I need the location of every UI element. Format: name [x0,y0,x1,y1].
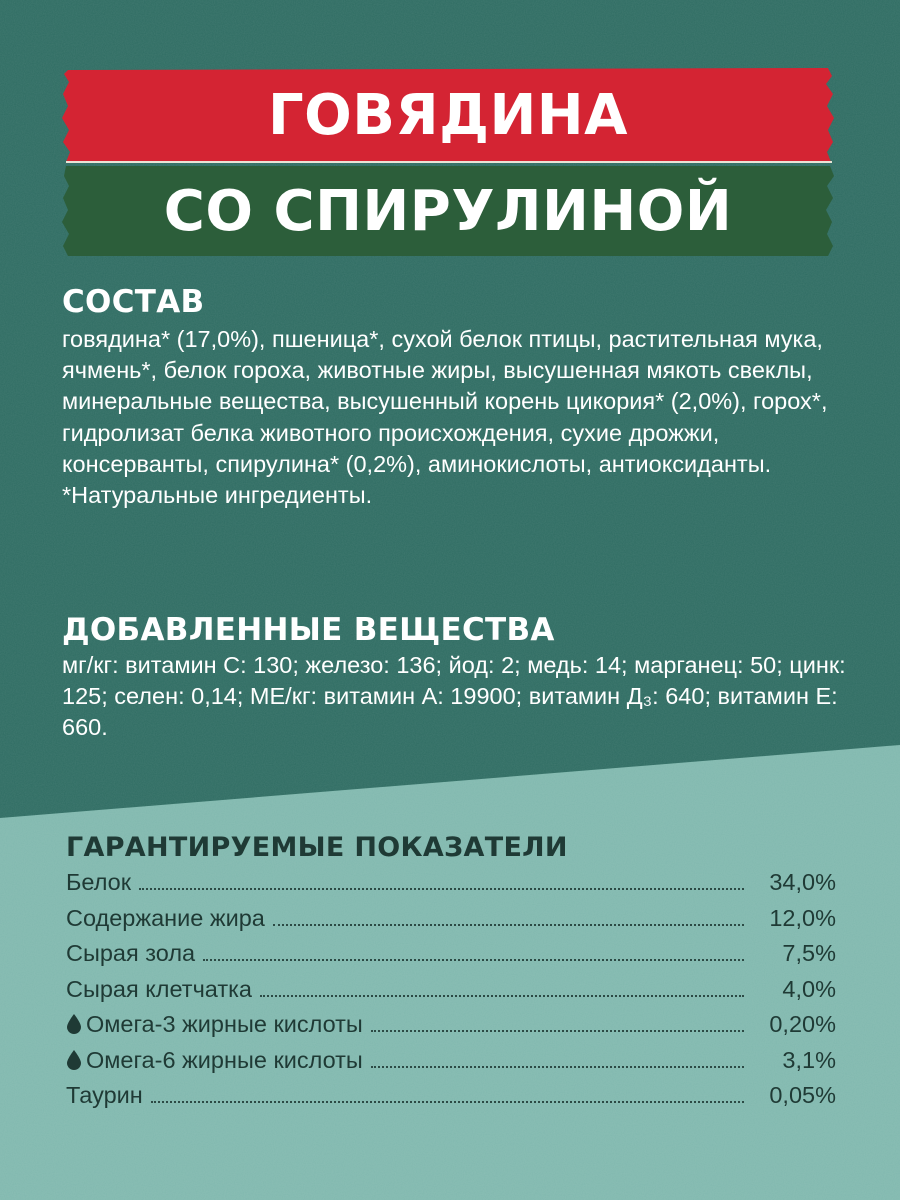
drop-icon [66,1014,82,1034]
dot-leader [151,1100,744,1103]
analysis-row-protein [66,869,836,905]
composition-section [62,284,862,511]
analysis-heading: ГАРАНТИРУЕМЫЕ ПОКАЗАТЕЛИ [66,832,568,863]
analysis-row-omega6 [66,1047,836,1083]
analysis-row-name: Омега-6 жирные кислоты [66,1047,363,1074]
additives-section [62,612,862,744]
title-banner-green [62,166,834,256]
dot-leader [139,887,744,890]
dot-leader [371,1065,744,1068]
analysis-row-name: Сырая клетчатка [66,975,252,1002]
additives-heading: ДОБАВЛЕННЫЕ ВЕЩЕСТВА [62,612,555,648]
composition-footnote: *Натуральные ингредиенты. [62,482,373,509]
analysis-row-value: 0,20% [769,1011,836,1037]
title-line-1: ГОВЯДИНА [267,82,629,148]
dot-leader [273,923,744,926]
dot-leader [260,994,744,997]
analysis-row-value: 4,0% [782,975,836,1002]
analysis-row-ash [66,940,836,976]
dot-leader [371,1029,744,1032]
analysis-row-value: 0,05% [769,1082,836,1108]
analysis-row-name: Белок [66,869,132,895]
analysis-row-value: 12,0% [769,904,836,931]
analysis-row-name: Сырая зола [66,940,196,966]
analysis-section [66,832,836,1118]
analysis-row-name: Содержание жира [66,904,265,931]
banner-divider [66,161,832,163]
analysis-row-omega3 [66,1011,836,1047]
composition-text: говядина* (17,0%), пшеница*, сухой белок птицы, растительная мука, ячмень*, белок гороха, животные жиры, высушенная мякоть свеклы, минеральные вещества, высушенный корень цикория* (2,0%), горох*, гидролизат белка животного происхождения, сухие дрожжи, консерванты, спирулина* (0,2%), аминокислоты, антиоксиданты. [62,326,828,477]
analysis-row-fat [66,905,836,941]
title-line-2: СО СПИРУЛИНОЙ [163,178,733,244]
analysis-row-value: 3,1% [782,1046,836,1073]
drop-icon [66,1050,82,1070]
additives-text: мг/кг: витамин С: 130; железо: 136; йод: 2; медь: 14; марганец: 50; цинк: 125; селен: 0,14; МЕ/кг: витамин А: 19900; витамин Д₃: 640; витамин Е: 660. [62,652,846,741]
composition-heading: СОСТАВ [62,284,205,320]
analysis-row-name: Омега-3 жирные кислоты [66,1011,363,1038]
analysis-row-value: 34,0% [769,869,836,895]
analysis-row-value: 7,5% [782,940,836,966]
dot-leader [203,958,744,961]
title-banner-red [62,68,834,162]
analysis-row-name: Таурин [66,1082,143,1108]
analysis-row-fiber [66,976,836,1012]
analysis-row-taurine [66,1082,836,1118]
